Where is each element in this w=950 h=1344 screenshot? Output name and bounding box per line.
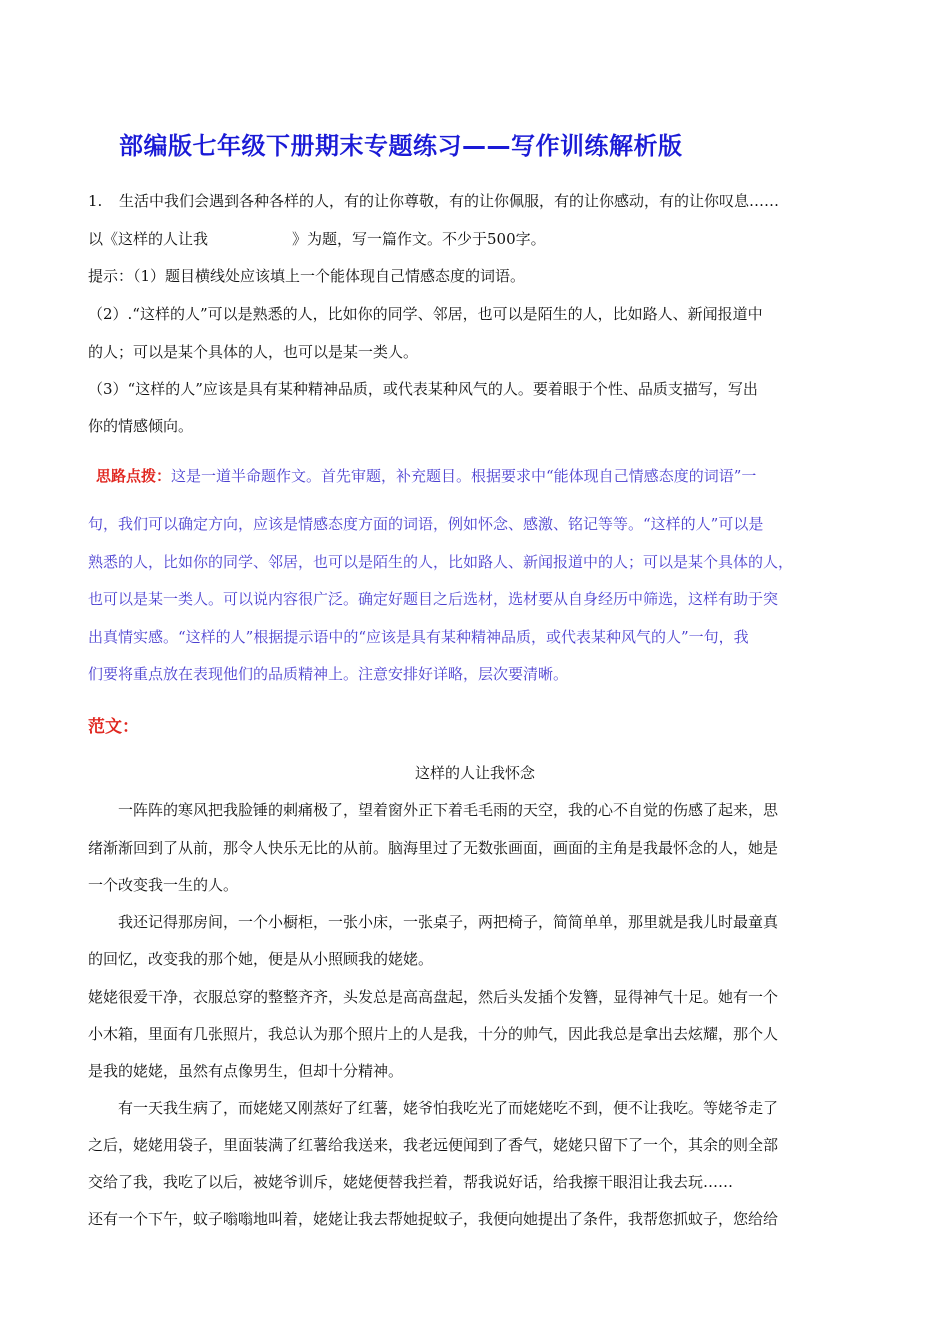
analysis-line-6: 们要将重点放在表现他们的品质精神上。注意安排好详略，层次要清晰。: [88, 665, 569, 683]
question-number: 1.: [88, 192, 103, 210]
question-title-suffix: 》为题，写一篇作文。不少于500字。: [292, 230, 546, 248]
analysis-line-3: 熟悉的人，比如你的同学、邻居，也可以是陌生的人，比如路人、新闻报道中的人；可以是某个具体的人，: [88, 553, 794, 571]
analysis-line-5: 出真情实感。“这样的人”根据提示语中的“应该是具有某种精神品质，或代表某种风气的人”一句，我: [88, 628, 749, 646]
essay-p5-line-1: 还有一个下午，蚊子嗡嗡地叫着，姥姥让我去帮她捉蚊子，我便向她提出了条件，我帮您抓蚊子，您给给: [88, 1210, 779, 1228]
analysis-line-1: [96, 466, 876, 486]
essay-p4-line-2: 之后，姥姥用袋子，里面装满了红薯给我送来，我老远便闻到了香气，姥姥只留下了一个，其余的则全部: [88, 1136, 779, 1154]
question-prompt-text: 生活中我们会遇到各种各样的人，有的让你尊敬，有的让你佩服，有的让你感动，有的让你叹息……: [119, 192, 780, 210]
analysis-line-4: 也可以是某一类人。可以说内容很广泛。确定好题目之后选材，选材要从自身经历中筛选，这样有助于突: [88, 590, 779, 608]
essay-title: 这样的人让我怀念: [414, 764, 535, 782]
essay-p4-line-3: 交给了我，我吃了以后，被姥爷训斥，姥姥便替我拦着，帮我说好话，给我擦干眼泪让我去玩……: [88, 1173, 734, 1191]
question-prompt-line-2: [88, 229, 868, 249]
sample-label: 范文：: [88, 717, 139, 737]
document-title: 部编版七年级下册期末专题练习——写作训练解析版: [119, 132, 683, 160]
hint-3-line-2: 你的情感倾向。: [88, 417, 194, 435]
hint-2-line-2: 的人；可以是某个具体的人，也可以是某一类人。: [88, 343, 419, 361]
essay-p1-line-3: 一个改变我一生的人。: [88, 876, 239, 894]
essay-p1-line-1: 一阵阵的寒风把我脸锤的刺痛极了，望着窗外正下着毛毛雨的天空，我的心不自觉的伤感了起来，思: [118, 801, 779, 819]
essay-p3-line-1: 姥姥很爱干净，衣服总穿的整整齐齐，头发总是高高盘起，然后头发插个发簪，显得神气十足。她有一个: [88, 988, 779, 1006]
hint-1: 提示：（1）题目横线处应该填上一个能体现自己情感态度的词语。: [88, 267, 526, 285]
question-prompt-line-1: [88, 191, 868, 211]
essay-p3-line-2: 小木箱，里面有几张照片，我总认为那个照片上的人是我，十分的帅气，因此我总是拿出去炫耀，那个人: [88, 1025, 779, 1043]
hint-3-line-1: （3）“这样的人”应该是具有某种精神品质，或代表某种风气的人。要着眼于个性、品质支描写，写出: [88, 380, 758, 398]
essay-p1-line-2: 绪渐渐回到了从前，那令人快乐无比的从前。脑海里过了无数张画面，画面的主角是我最怀念的人，她是: [88, 839, 779, 857]
essay-p2-line-2: 的回忆，改变我的那个她，便是从小照顾我的姥姥。: [88, 950, 434, 968]
analysis-line-2: 句，我们可以确定方向，应该是情感态度方面的词语，例如怀念、感激、铭记等等。“这样的人”可以是: [88, 515, 764, 533]
question-title-prefix: 以《这样的人让我: [88, 230, 209, 248]
analysis-label: 思路点拨：: [96, 467, 172, 485]
essay-p3-line-3: 是我的姥姥，虽然有点像男生，但却十分精神。: [88, 1062, 404, 1080]
hint-2-line-1: （2）.“这样的人”可以是熟悉的人，比如你的同学、邻居，也可以是陌生的人，比如路人、新闻报道中: [88, 305, 763, 323]
analysis-text-1: 这是一道半命题作文。首先审题，补充题目。根据要求中“能体现自己情感态度的词语”一: [171, 467, 757, 485]
essay-p2-line-1: 我还记得那房间，一个小橱柜，一张小床，一张桌子，两把椅子，简简单单，那里就是我儿时最童真: [118, 913, 779, 931]
essay-p4-line-1: 有一天我生病了，而姥姥又刚蒸好了红薯，姥爷怕我吃光了而姥姥吃不到，便不让我吃。等姥爷走了: [118, 1099, 779, 1117]
